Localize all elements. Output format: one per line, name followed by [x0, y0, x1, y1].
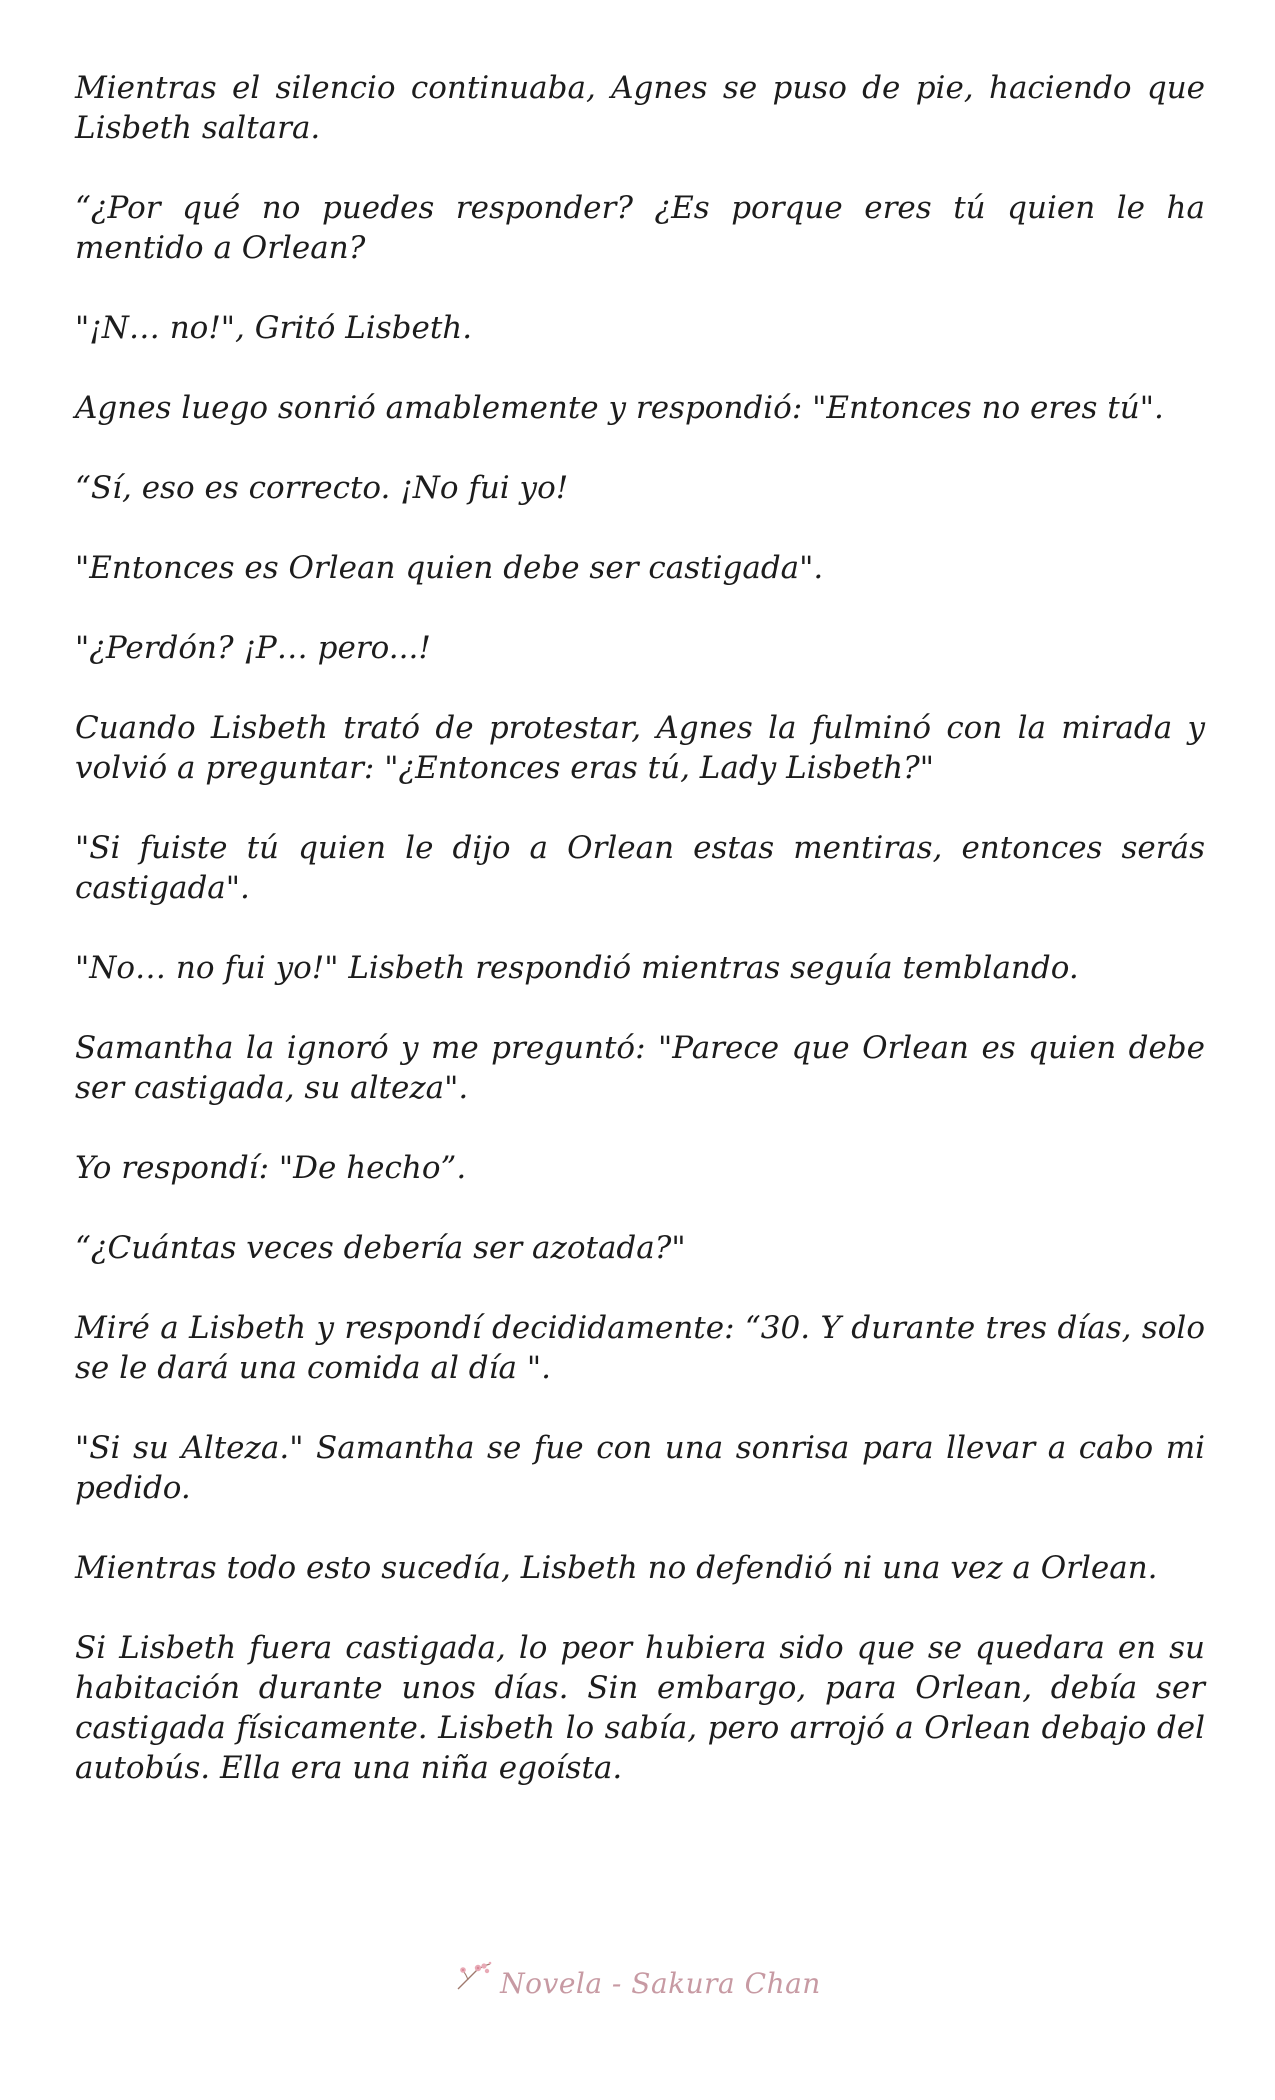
footer-text: Novela - Sakura Chan: [500, 1966, 821, 2000]
paragraph-8: Cuando Lisbeth trató de protestar, Agnes la fulminó con la mirada y volvió a preguntar: "¿Entonces eras tú, Lady Lisbeth?": [75, 710, 1205, 786]
cherry-blossom-icon: [454, 1959, 494, 1995]
paragraph-2: “¿Por qué no puedes responder? ¿Es porque eres tú quien le ha mentido a Orlean?: [75, 190, 1205, 266]
paragraph-4: Agnes luego sonrió amablemente y respondió: "Entonces no eres tú".: [75, 390, 1164, 426]
paragraph-10: "No… no fui yo!" Lisbeth respondió mientras seguía temblando.: [75, 950, 1079, 986]
paragraph-5: “Sí, eso es correcto. ¡No fui yo!: [75, 470, 569, 506]
paragraph-1: Mientras el silencio continuaba, Agnes se puso de pie, haciendo que Lisbeth saltara.: [75, 70, 1205, 146]
paragraph-14: Miré a Lisbeth y respondí decididamente: “30. Y durante tres días, solo se le dará una comida al día ".: [75, 1310, 1205, 1386]
paragraph-3: "¡N… no!", Gritó Lisbeth.: [75, 310, 473, 346]
document-body: [75, 68, 1205, 1828]
paragraph-16: Mientras todo esto sucedía, Lisbeth no defendió ni una vez a Orlean.: [75, 1550, 1158, 1586]
paragraph-17: Si Lisbeth fuera castigada, lo peor hubiera sido que se quedara en su habitación durante unos días. Sin embargo, para Orlean, debía ser castigada físicamente. Lisbeth lo sabía, pero arrojó a Orlean debajo del autobús. Ella era una niña egoísta.: [75, 1630, 1205, 1786]
paragraph-7: "¿Perdón? ¡P… pero...!: [75, 630, 431, 666]
paragraph-15: "Si su Alteza." Samantha se fue con una sonrisa para llevar a cabo mi pedido.: [75, 1430, 1205, 1506]
paragraph-13: “¿Cuántas veces debería ser azotada?": [75, 1230, 686, 1266]
paragraph-9: "Si fuiste tú quien le dijo a Orlean estas mentiras, entonces serás castigada".: [75, 830, 1205, 906]
footer-watermark: [0, 1965, 1275, 2001]
paragraph-6: "Entonces es Orlean quien debe ser castigada".: [75, 550, 824, 586]
paragraph-11: Samantha la ignoró y me preguntó: "Parece que Orlean es quien debe ser castigada, su alteza".: [75, 1030, 1205, 1106]
paragraph-12: Yo respondí: "De hecho”.: [75, 1150, 467, 1186]
